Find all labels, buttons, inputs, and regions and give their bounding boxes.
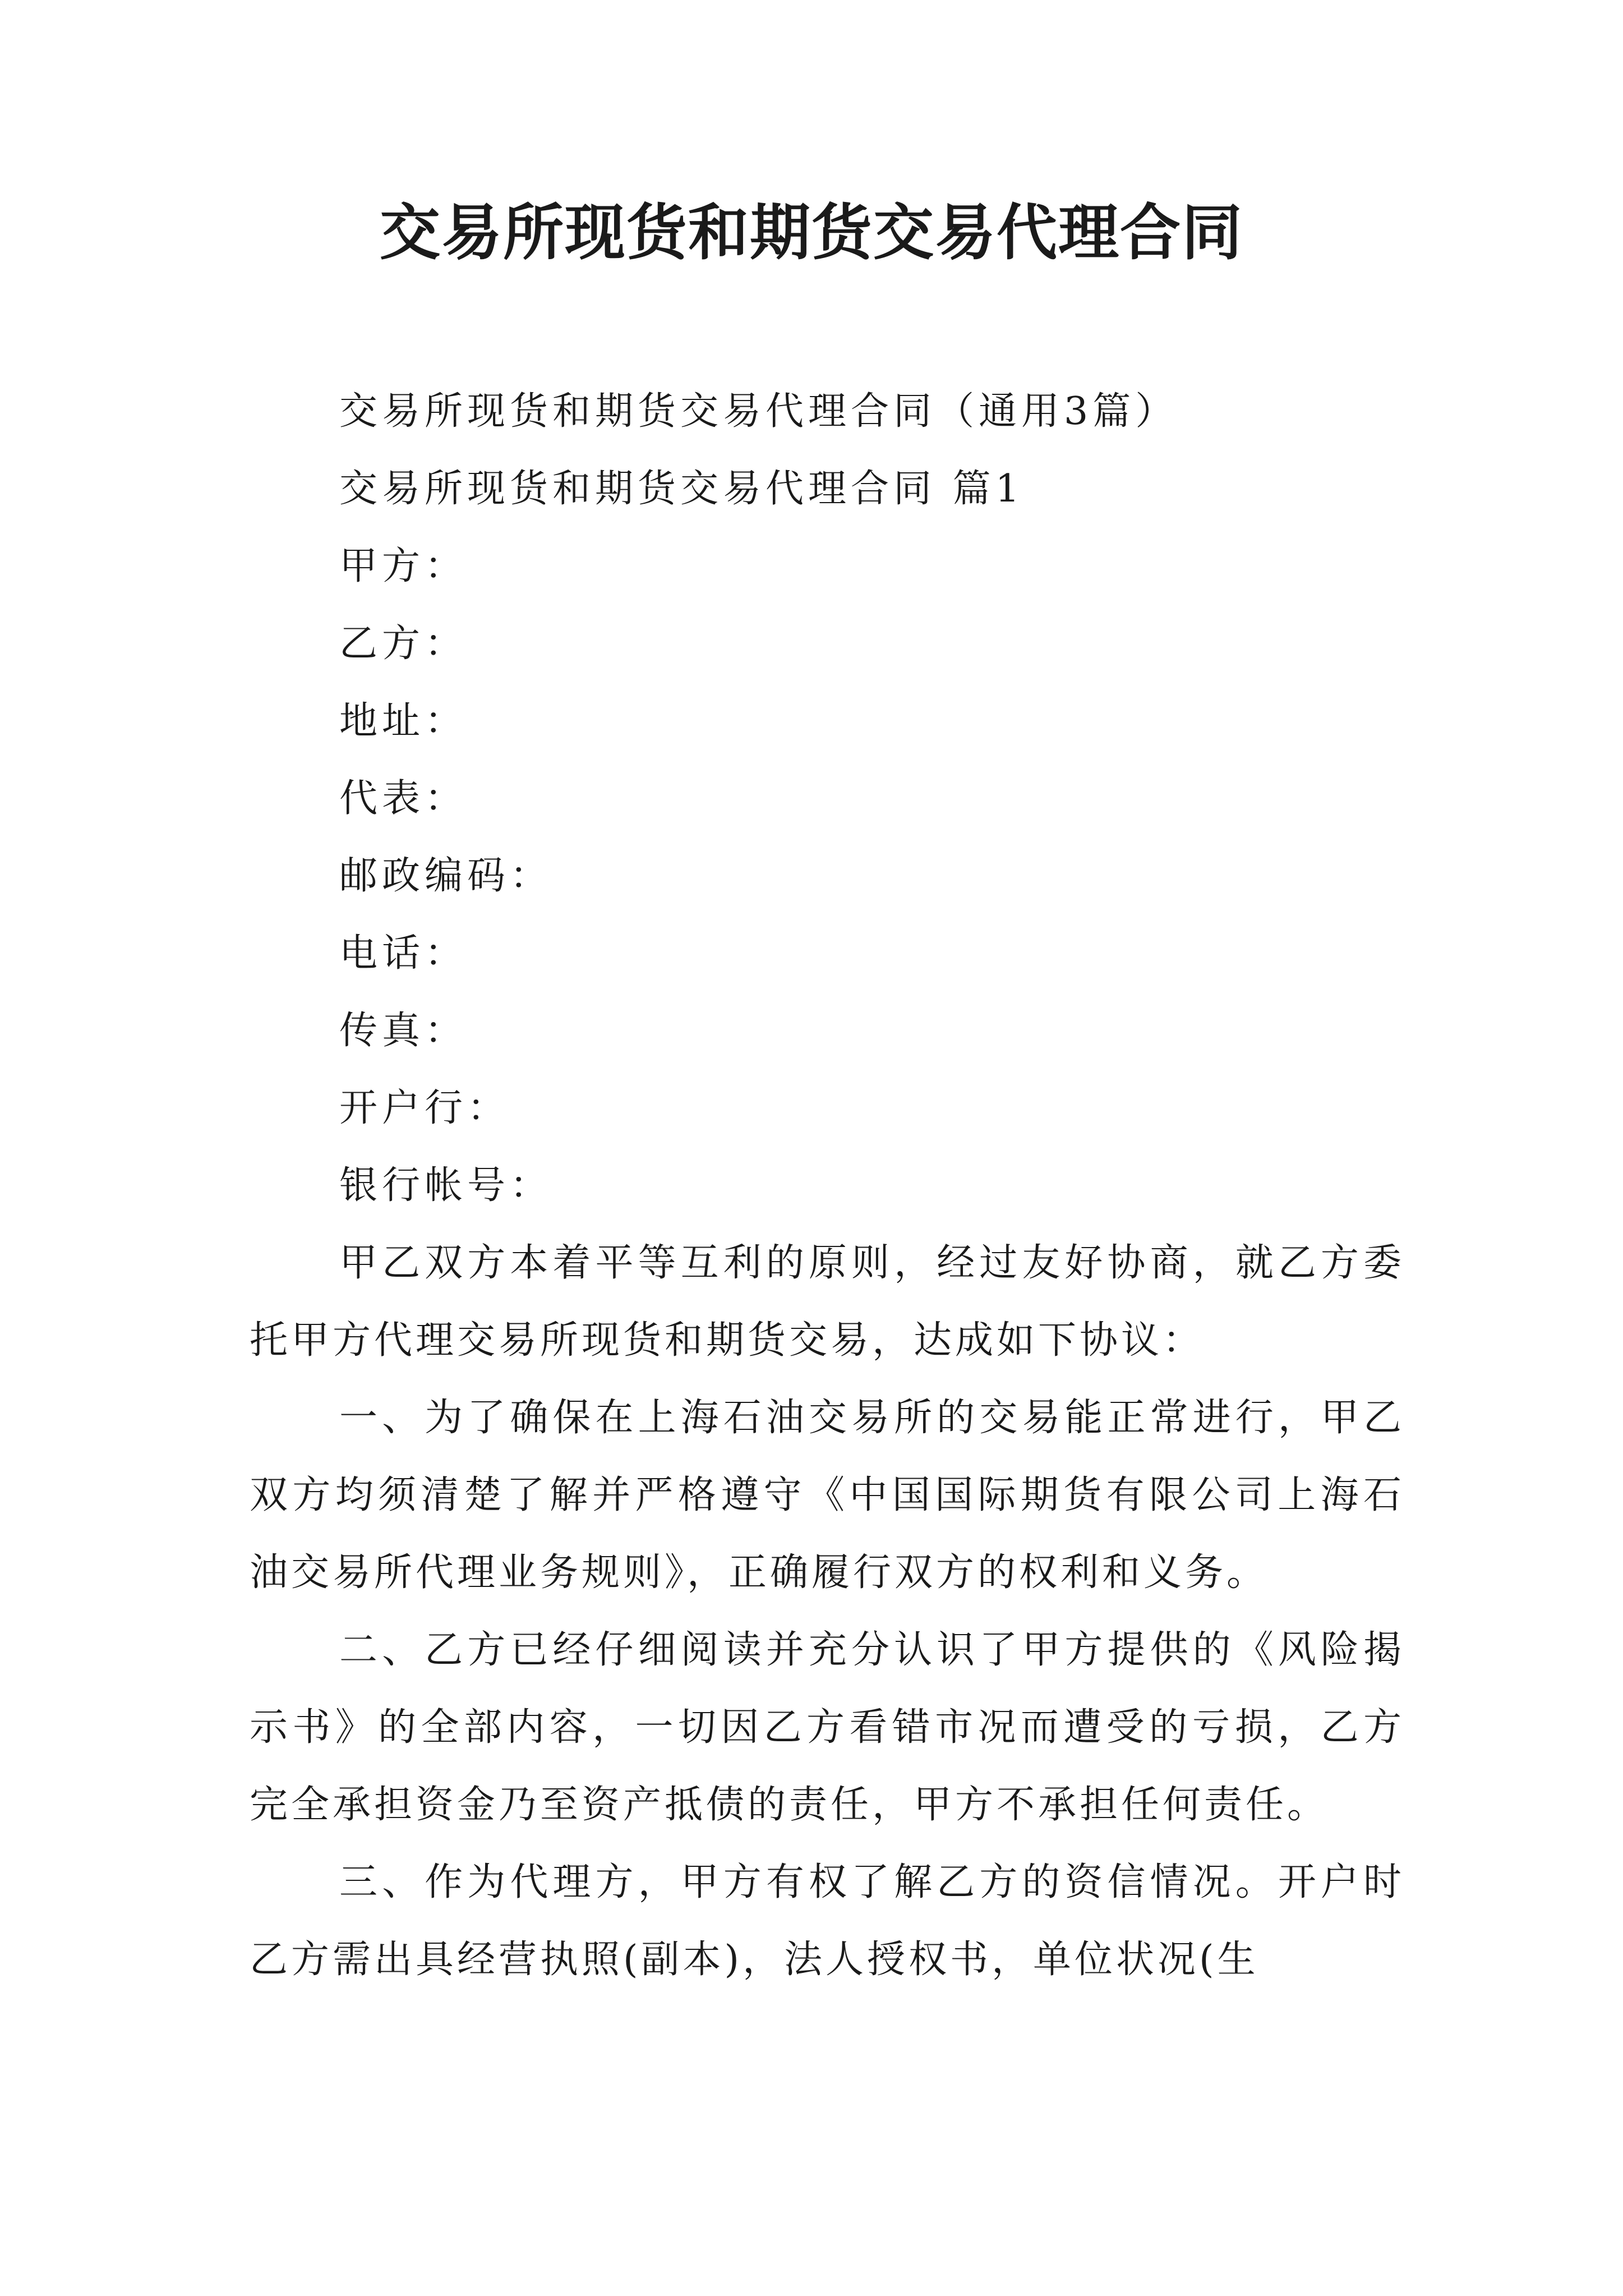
- section-heading: 交易所现货和期货交易代理合同 篇1: [339, 467, 1024, 511]
- field-representative: 代表：: [339, 776, 468, 821]
- paragraph-clause-1: 一、为了确保在上海石油交易所的交易能正常进行，甲乙双方均须清楚了解并严格遵守《中国国际期货有限公司上海石油交易所代理业务规则》，正确履行双方的权利和义务。: [250, 1396, 1405, 1595]
- paragraph-clause-2: 二、乙方已经仔细阅读并充分认识了甲方提供的《风险揭示书》的全部内容，一切因乙方看错市况而遭受的亏损，乙方完全承担资金乃至资产抵债的责任，甲方不承担任何责任。: [250, 1628, 1405, 1827]
- field-fax: 传真：: [339, 1009, 468, 1053]
- document-subtitle: 交易所现货和期货交易代理合同（通用3篇）: [339, 389, 1178, 434]
- field-address: 地址：: [339, 699, 468, 743]
- document-body: [250, 373, 1405, 1999]
- field-bank-account: 银行帐号：: [339, 1163, 553, 1208]
- paragraph-clause-3: 三、作为代理方，甲方有权了解乙方的资信情况。开户时乙方需出具经营执照(副本)，法人授权书，单位状况(生: [250, 1860, 1405, 1982]
- field-phone: 电话：: [339, 931, 468, 976]
- field-bank: 开户行：: [339, 1086, 510, 1130]
- field-postal-code: 邮政编码：: [339, 854, 553, 898]
- document-title: 交易所现货和期货交易代理合同: [379, 197, 1243, 268]
- paragraph-intro: 甲乙双方本着平等互利的原则，经过友好协商，就乙方委托甲方代理交易所现货和期货交易，达成如下协议：: [250, 1241, 1405, 1363]
- field-party-a: 甲方：: [339, 544, 468, 588]
- field-party-b: 乙方：: [339, 622, 468, 666]
